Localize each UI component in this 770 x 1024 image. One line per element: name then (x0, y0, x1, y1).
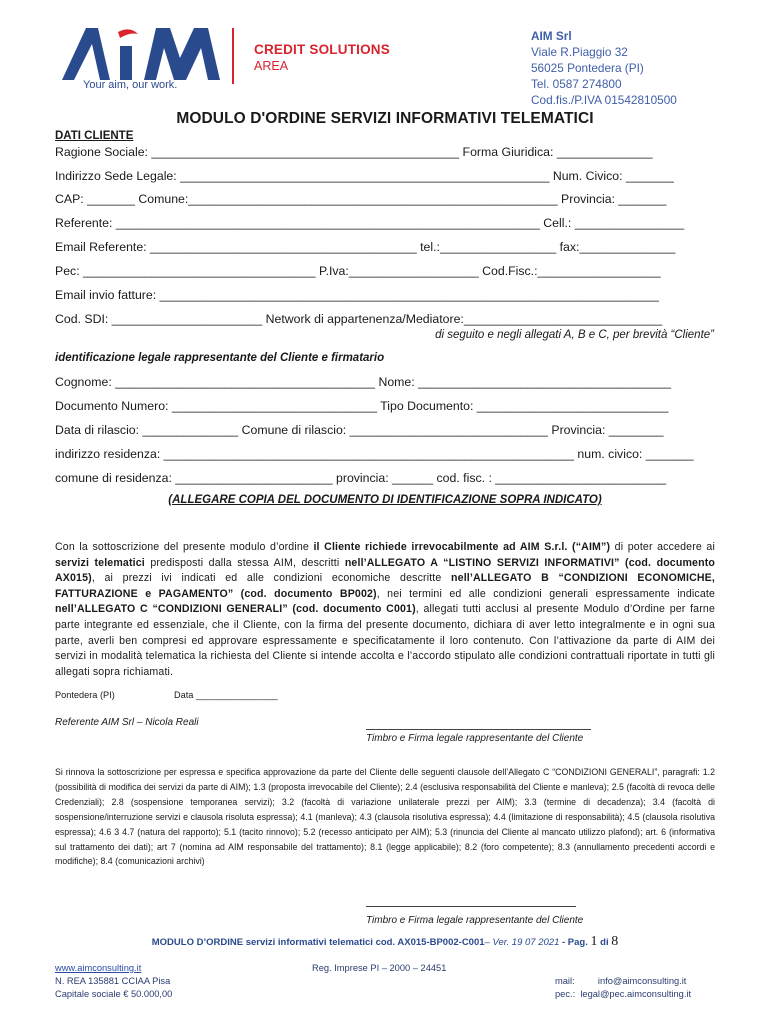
footer-doc: MODULO D’ORDINE servizi informativi telematici cod. AX015-BP002-C001 (151, 937, 485, 948)
field-pec[interactable]: Pec: __________________________________ P.Iva:___________________ Cod.Fisc.:__________________ (55, 264, 661, 278)
allegare-notice: (ALLEGARE COPIA DEL DOCUMENTO DI IDENTIFICAZIONE SOPRA INDICATO) (168, 494, 602, 506)
clausole-text: Si rinnova la sottoscrizione per espressa e specifica approvazione da parte del Cliente delle seguenti clausole dell’Allegato C “CONDIZIONI GENERALI”, paragrafi: 1.2 (possibilità di modifica dei servizi da parte di AIM); 1.3 (proposta irrevocabile del Cliente); 2.4 (esclusiva responsabilità del Cliente e manleva); 2.5 (facoltà di revoca delle Credenziali); 2.8 (sospensione temporanea servizi); 3.2 (facoltà di variazione unilaterale prezzi per AIM); 3.3 (termine di decadenza); 3.4 (facoltà di sospensione/interruzione servizi e clausola risoluta espressa); 4.1 (manleva); 4.3 (clausola risolutiva espressa); 4.4 (limitazione di responsabilità); 4.5 (clausola risolutiva espressa); 4.6 3 4.7 (natura del rapporto); 5.1 (tacito rinnovo); 5.2 (recesso anticipato per AIM); 5.3 (rinuncia del Cliente al mancato utilizzo plafond); art. 6 (informativa sul trattamento dei dati); art 7 (nomina ad AIM responsabile del trattamento); 8.1 (legge applicabile); 8.2 (foro competente); 8.3 (annullamento precedenti accordi e modifiche); 8.4 (comunicazioni archivi) (55, 767, 715, 867)
footer-capitale: Capitale sociale € 50.000,00 (55, 989, 173, 999)
footer-page-of: di (597, 937, 612, 948)
footer-page-number: 1 (590, 934, 598, 949)
referente-aim: Referente AIM Srl – Nicola Reali (55, 717, 199, 728)
section-dati-cliente: DATI CLIENTE (55, 130, 134, 142)
signature-line-2[interactable] (366, 906, 576, 907)
field-cod-sdi[interactable]: Cod. SDI: ______________________ Network di appartenenza/Mediatore:_____________________________ (55, 312, 663, 326)
timbro-label-2: Timbro e Firma legale rappresentante del Cliente (366, 915, 584, 926)
field-cap-comune[interactable]: CAP: _______ Comune:______________________________________________________ Provincia: _______ (55, 192, 667, 206)
clausole-approval (55, 765, 715, 869)
para-text: , nei termini ed alle condizioni generali espressamente indicate (376, 587, 715, 600)
cliente-note: di seguito e negli allegati A, B e C, per brevità “Cliente” (435, 329, 714, 341)
footer-page-total: 8 (611, 934, 619, 949)
field-residenza[interactable]: indirizzo residenza: ____________________________________________________________ num. civico: _______ (55, 447, 694, 461)
para-text: , allegati tutti acclusi al presente Modulo d’Ordine per farne parte integrante ed essenziale, che il Cliente, con la firma del presente documento, dichiara di aver letto integralmente e in ogni sua parte, averli ben compresi ed approvare espressamente e specificatamente il loro contenuto. Con l’attivazione da parte di AIM dei servizi in modalità telematica la richiesta del Cliente si intende accolta e l’accordo stipulato alle condizioni contrattuali riportate in tutti gli allegati sopra richiamati. (55, 603, 715, 678)
footer-version: – Ver. 19 07 2021 (484, 937, 560, 948)
footer-reg-imprese: Reg. Imprese PI – 2000 – 24451 (312, 963, 447, 973)
footer-doc-code (0, 934, 770, 950)
company-info (531, 28, 677, 108)
para-text: di poter accedere ai (610, 541, 715, 553)
para-bold: il Cliente richiede irrevocabilmente ad AIM S.r.l. (“AIM”) (313, 541, 611, 553)
para-text: , ai prezzi ivi indicati ed alle condizioni economiche descritte (91, 572, 452, 585)
mail-label: mail: (555, 976, 575, 986)
footer-right (555, 975, 691, 1001)
document-title: MODULO D'ORDINE SERVIZI INFORMATIVI TELEMATICI (176, 110, 594, 127)
field-email-fatture[interactable]: Email invio fatture: _________________________________________________________________________ (55, 288, 659, 302)
field-indirizzo-sede[interactable]: Indirizzo Sede Legale: ______________________________________________________ Num. Civico: _______ (55, 169, 674, 183)
para-text: Con la sottoscrizione del presente modulo d’ordine (55, 541, 314, 553)
contract-paragraph (55, 540, 715, 680)
website-link[interactable]: www.aimconsulting.it (55, 963, 142, 973)
timbro-label-1: Timbro e Firma legale rappresentante del Cliente (366, 733, 584, 744)
company-vat: Cod.fis./P.IVA 01542810500 (531, 93, 677, 107)
header-divider (232, 28, 234, 84)
field-referente[interactable]: Referente: ______________________________________________________________ Cell.: ________________ (55, 216, 685, 230)
field-documento[interactable]: Documento Numero: ______________________________ Tipo Documento: ____________________________ (55, 399, 669, 413)
tagline: Your aim, our work. (83, 79, 178, 91)
company-tel: Tel. 0587 274800 (531, 77, 622, 91)
para-text: predisposti dalla stessa AIM, descritti (144, 556, 345, 569)
footer-page-label: - Pag. (559, 937, 591, 948)
pec-label: pec.: (555, 989, 576, 999)
para-bold: nell’ALLEGATO C “CONDIZIONI GENERALI” (cod. documento C001) (55, 603, 416, 616)
company-address: Viale R.Piaggio 32 (531, 45, 628, 59)
place: Pontedera (PI) (55, 690, 115, 700)
signature-line-1[interactable] (366, 729, 591, 730)
area-title: CREDIT SOLUTIONS (254, 42, 390, 57)
field-rilascio[interactable]: Data di rilascio: ______________ Comune di rilascio: _____________________________ Provincia: ________ (55, 423, 664, 437)
field-email-referente[interactable]: Email Referente: _______________________________________ tel.:_________________ fax:______________ (55, 240, 676, 254)
footer-rea: N. REA 135881 CCIAA Pisa (55, 976, 171, 986)
date-field[interactable]: Data ________________ (174, 690, 278, 700)
field-comune-residenza[interactable]: comune di residenza: _______________________ provincia: ______ cod. fisc. : _________________________ (55, 471, 667, 485)
footer-left (55, 962, 172, 1001)
field-ragione-sociale[interactable]: Ragione Sociale: _____________________________________________ Forma Giuridica: ______________ (55, 145, 653, 159)
company-name: AIM Srl (531, 29, 572, 43)
field-cognome-nome[interactable]: Cognome: ______________________________________ Nome: _____________________________________ (55, 375, 672, 389)
para-bold: servizi telematici (55, 556, 145, 569)
para-bold: nell’ALLEGATO A “LISTINO SERVIZI INFORMATIVI” (cod. documento AX015) (55, 556, 716, 585)
pec-address[interactable]: legal@pec.aimconsulting.it (580, 989, 692, 999)
mail-address[interactable]: info@aimconsulting.it (597, 976, 687, 986)
company-city: 56025 Pontedera (PI) (531, 61, 644, 75)
area-subtitle: AREA (254, 59, 289, 73)
para-bold: nell’ALLEGATO B “CONDIZIONI ECONOMICHE, FATTURAZIONE e PAGAMENTO” (cod. documento BP002) (55, 572, 715, 600)
section-legale-rappresentante: identificazione legale rappresentante del Cliente e firmatario (55, 352, 385, 364)
